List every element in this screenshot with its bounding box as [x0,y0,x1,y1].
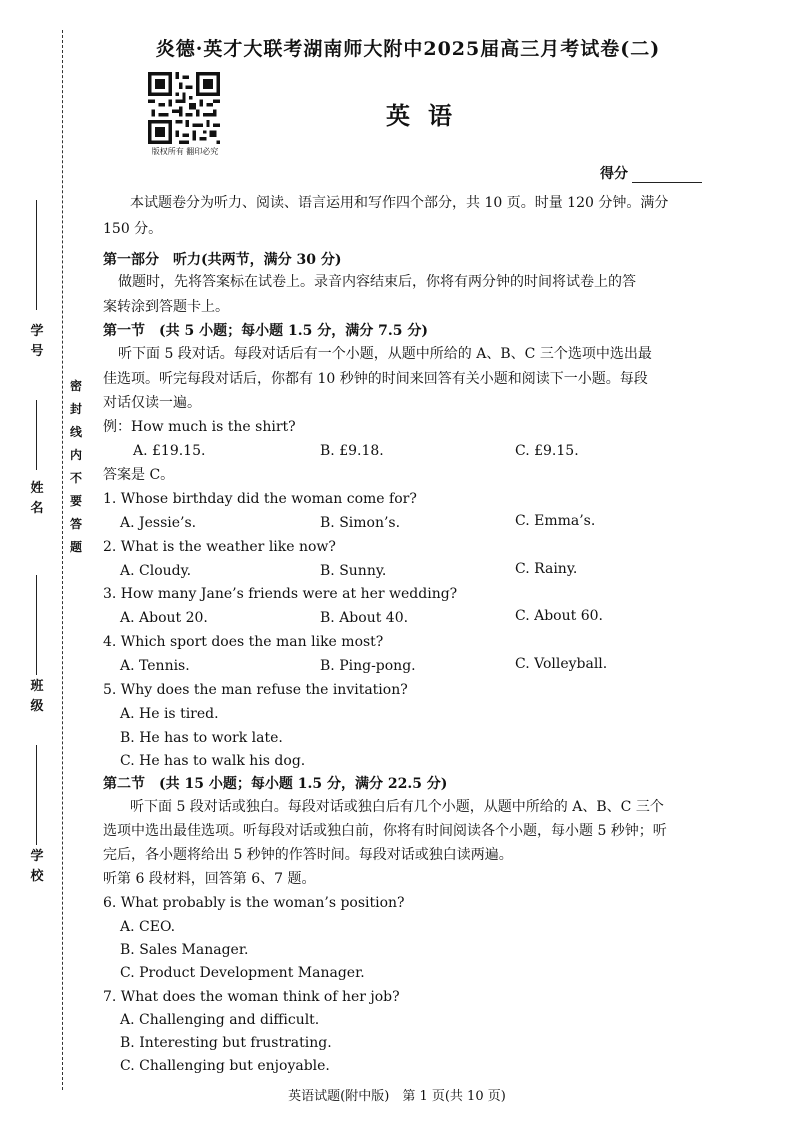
option-a[interactable]: A. Challenging and difficult. [120,1012,320,1028]
material-note: 听第 6 段材料，回答第 6、7 题。 [103,871,316,887]
option-b[interactable]: B. He has to work late. [120,730,283,746]
seal-char: 答 [69,517,82,531]
field-underline [36,745,37,845]
subject-title: 英语 [386,101,470,130]
option-a[interactable]: A. Cloudy. [120,563,192,579]
option-a[interactable]: A. Jessie’s. [120,515,197,531]
seal-char: 线 [69,425,82,439]
example-option-a: A. £19.15. [133,443,206,459]
section2-title: 第二节 (共 15 小题；每小题 1.5 分，满分 22.5 分) [103,776,448,792]
section2-instruction: 完后，各小题将给出 5 秒钟的作答时间。每段对话或独白读两遍。 [103,847,513,863]
option-b[interactable]: B. Sales Manager. [120,942,249,958]
section1-instruction: 听下面 5 段对话。每段对话后有一个小题，从题中所给的 A、B、C 三个选项中选出最 [118,346,652,362]
example-option-b: B. £9.18. [320,443,384,459]
intro-line: 本试题卷分为听力、阅读、语言运用和写作四个部分，共 10 页。时量 120 分钟。满分 [130,195,669,211]
option-c[interactable]: C. Challenging but enjoyable. [120,1058,330,1074]
part1-instruction: 做题时，先将答案标在试卷上。录音内容结束后，你将有两分钟的时间将试卷上的答 [118,274,636,290]
seal-notice [68,380,84,564]
field-label-char: 名 [30,501,44,516]
section1-instruction: 佳选项。听完每段对话后，你都有 10 秒钟的时间来回答有关小题和阅读下一小题。每段 [103,371,648,387]
seal-char: 密 [69,379,82,393]
score-box [600,163,702,183]
option-a[interactable]: A. Tennis. [120,658,190,674]
class-field[interactable] [26,555,48,735]
example-question: 例：How much is the shirt? [103,419,296,435]
student-id-field[interactable] [26,200,48,390]
field-underline [36,575,37,675]
page-footer: 英语试题(附中版) 第 1 页(共 10 页) [288,1089,506,1104]
option-c[interactable]: C. Emma’s. [515,513,596,529]
intro-line: 150 分。 [103,221,163,237]
score-label: 得分 [600,166,628,182]
option-a[interactable]: A. CEO. [120,919,176,935]
field-underline [36,400,37,470]
section2-instruction: 听下面 5 段对话或独白。每段对话或独白后有几个小题，从题中所给的 A、B、C 三个 [130,799,664,815]
school-field[interactable] [26,735,48,905]
exam-title: 炎德·英才大联考湖南师大附中2025届高三月考试卷(二) [155,38,661,60]
question: 2. What is the weather like now? [103,539,336,555]
field-underline [36,200,37,310]
section2-instruction: 选项中选出最佳选项。听每段对话或独白前，你将有时间阅读各个小题，每小题 5 秒钟；听 [103,823,667,839]
option-b[interactable]: B. Interesting but frustrating. [120,1035,332,1051]
question: 1. Whose birthday did the woman come for? [103,491,417,507]
question: 3. How many Jane’s friends were at her wedding? [103,586,458,602]
question: 6. What probably is the woman’s position? [103,895,405,911]
name-label [29,482,45,516]
option-a[interactable]: A. About 20. [120,610,208,626]
field-label-char: 级 [30,699,44,714]
option-c[interactable]: C. Volleyball. [515,656,608,672]
part1-instruction: 案转涂到答题卡上。 [103,299,229,315]
section1-instruction: 对话仅读一遍。 [103,395,201,411]
field-label-char: 姓 [30,481,44,496]
seal-char: 内 [69,448,82,462]
option-c[interactable]: C. He has to walk his dog. [120,753,306,769]
option-c[interactable]: C. About 60. [515,608,603,624]
seal-char: 不 [69,471,82,485]
field-label-char: 校 [30,869,44,884]
field-label-char: 班 [30,679,44,694]
field-label-char: 学 [30,324,44,339]
option-c[interactable]: C. Rainy. [515,561,578,577]
qr-caption: 版权所有 翻印必究 [151,147,219,156]
example-option-c: C. £9.15. [515,443,579,459]
question: 7. What does the woman think of her job? [103,989,400,1005]
seal-char: 封 [69,402,82,416]
part1-title: 第一部分 听力(共两节，满分 30 分) [103,252,342,268]
option-c[interactable]: C. Product Development Manager. [120,965,365,981]
option-b[interactable]: B. Ping-pong. [320,658,416,674]
binding-dashed-line [62,30,63,1090]
option-b[interactable]: B. About 40. [320,610,409,626]
option-a[interactable]: A. He is tired. [120,706,219,722]
field-label-char: 号 [30,344,44,359]
option-b[interactable]: B. Sunny. [320,563,387,579]
question: 5. Why does the man refuse the invitation? [103,682,408,698]
score-blank[interactable] [632,168,702,183]
name-field[interactable] [26,400,48,560]
school-label [29,850,45,884]
qr-code-icon [148,72,220,144]
example-answer: 答案是 C。 [103,467,175,483]
option-b[interactable]: B. Simon’s. [320,515,401,531]
section1-title: 第一节 (共 5 小题；每小题 1.5 分，满分 7.5 分) [103,323,428,339]
student-id-label [29,325,45,359]
field-label-char: 学 [30,849,44,864]
seal-char: 题 [69,540,82,554]
class-label [29,680,45,714]
question: 4. Which sport does the man like most? [103,634,384,650]
seal-char: 要 [69,494,82,508]
